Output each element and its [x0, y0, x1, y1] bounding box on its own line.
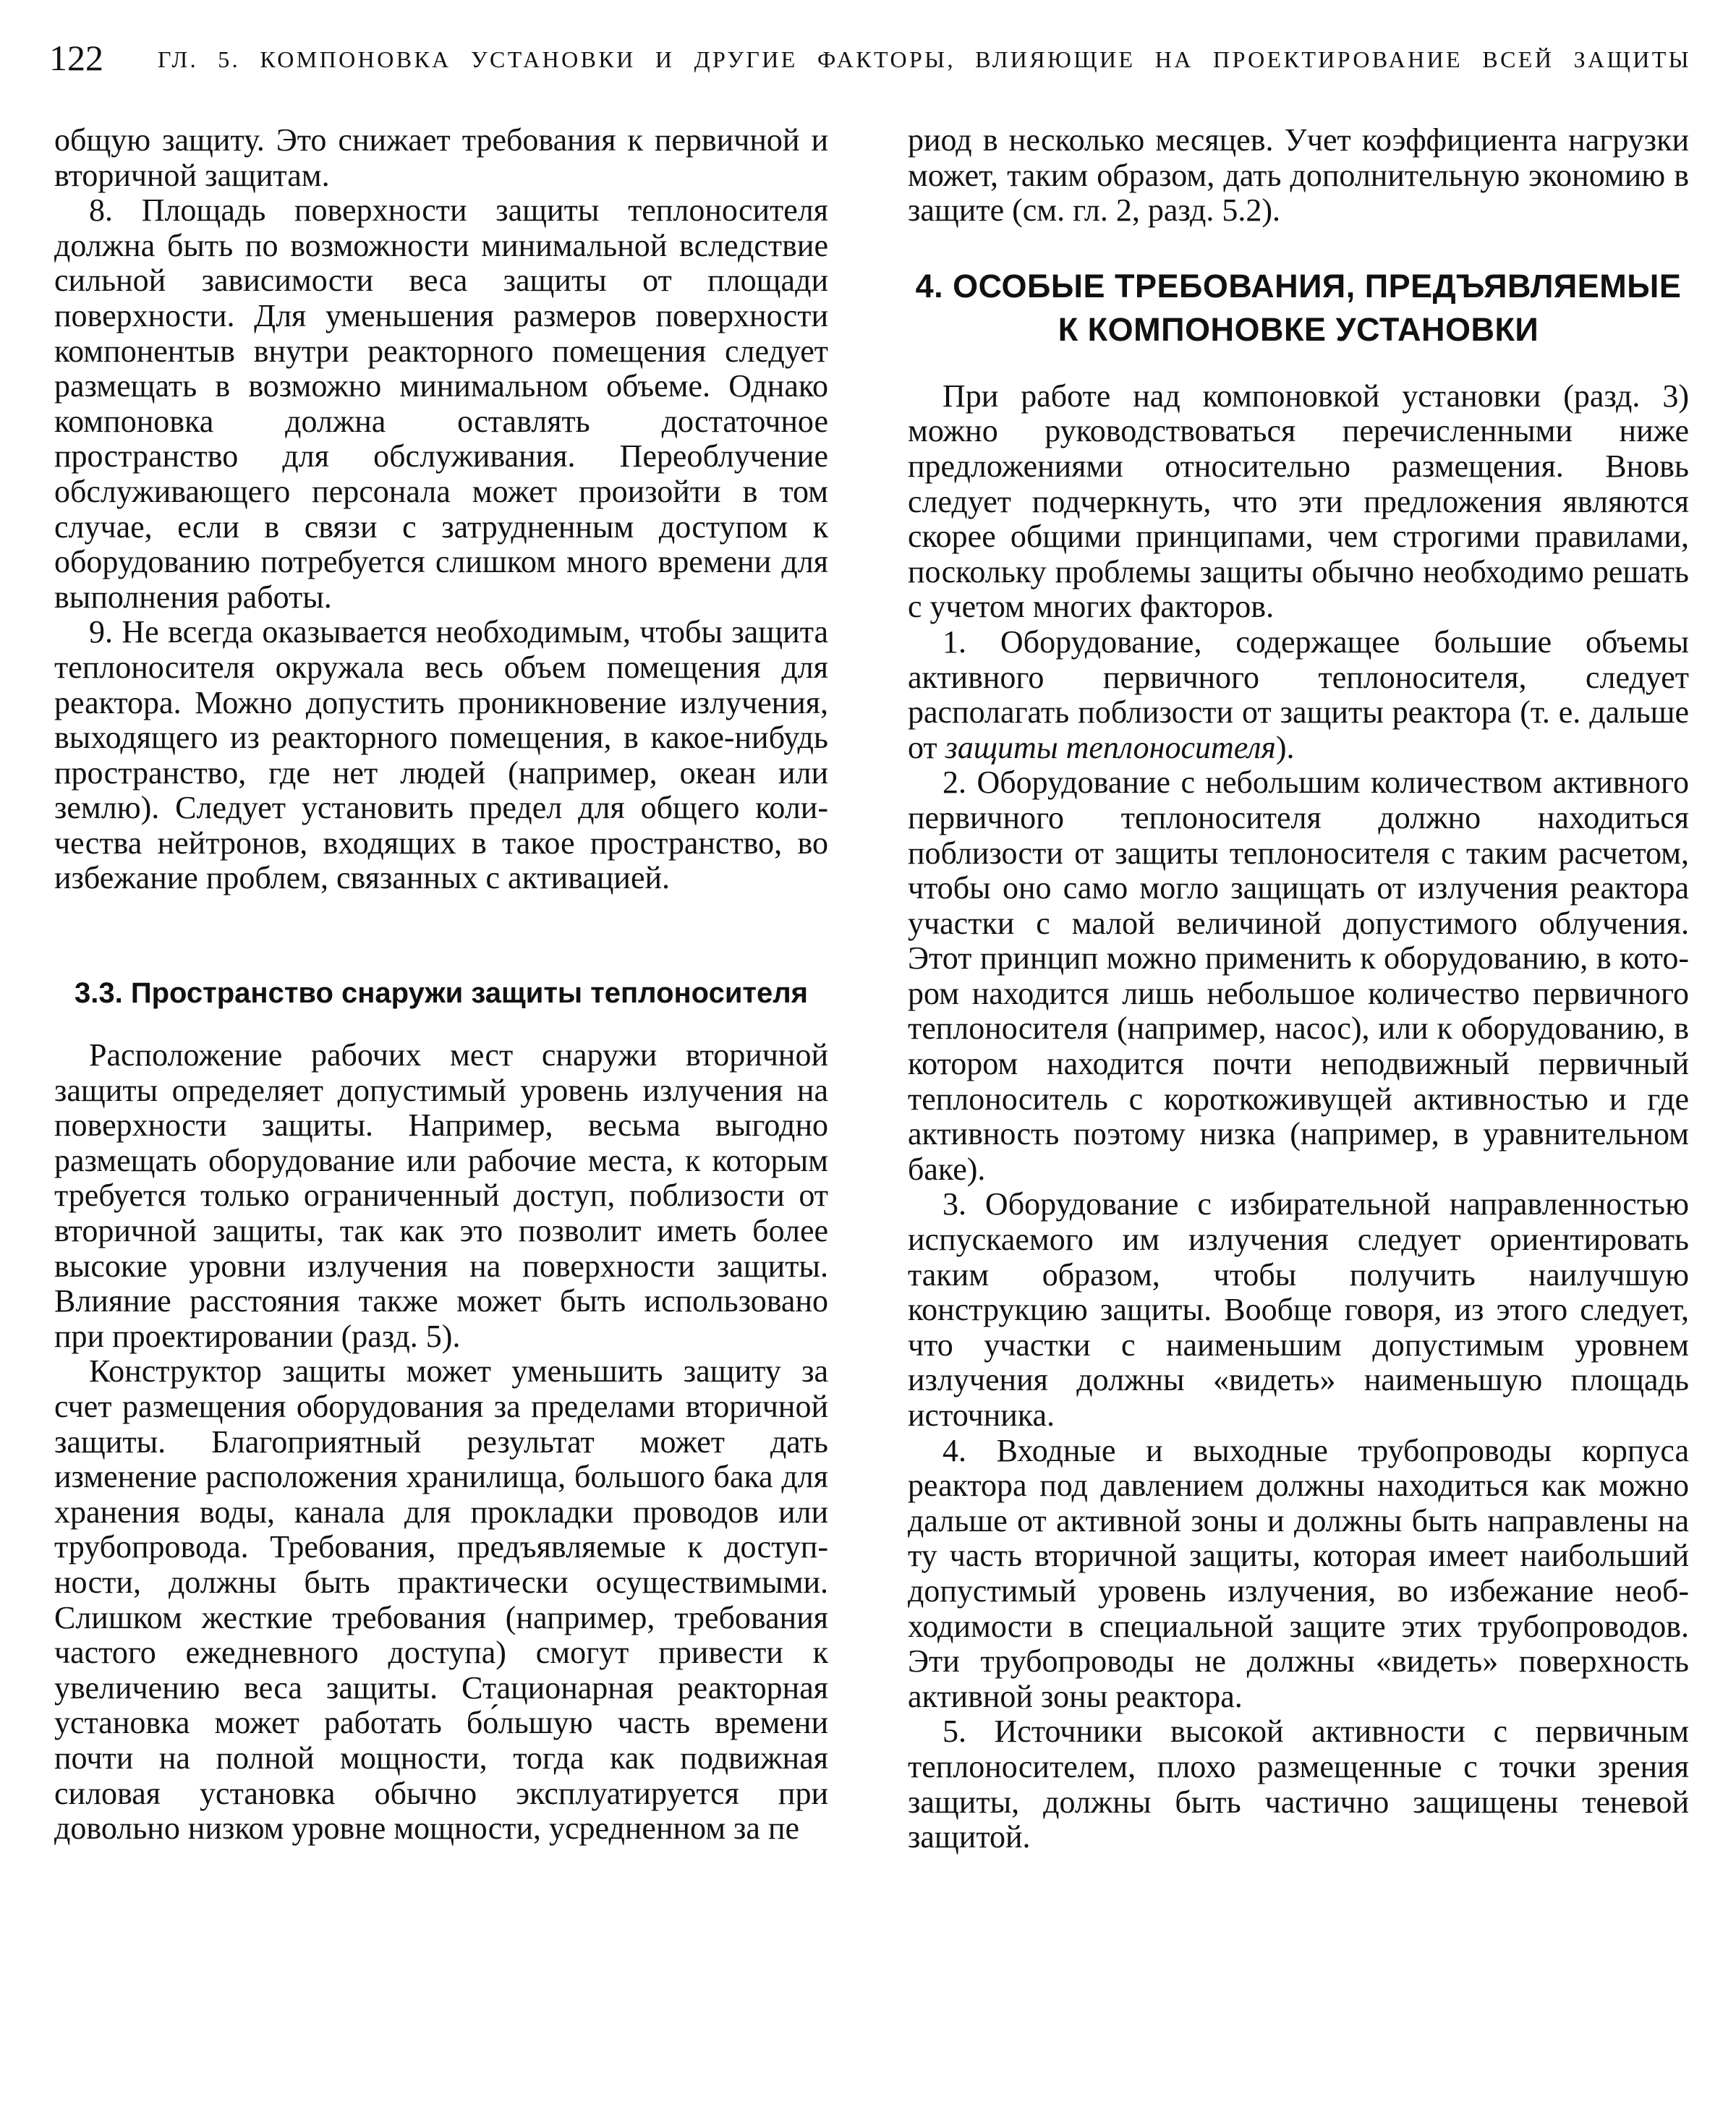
page-header: [49, 36, 1691, 80]
paragraph-section-3-3-2: Конструктор защиты может уменьшить защиту за счет размещения оборудования за пределами вторичной защиты. Благоприятный результат может дать изменение расположения хранилища, большого бака для хранения воды, канала для прокладки проводов или трубопровода. Требования, предъявляемые к доступности, должны быть практически осуществимыми. Слишком жесткие требования (например, требования частого ежедневного доступа) смогут привести к увеличению веса защиты. Стационарная реакторная установка может работать бо́льшую часть времени почти на полной мощности, тогда как подвижная силовая установка обычно эксплуатируется при довольно низком уровне мощности, усредненном за пе: [54, 1353, 828, 1847]
paragraph-continuation: общую защиту. Это снижает требования к первичной и вторичной защитам.: [54, 122, 828, 193]
page-number: 122: [49, 38, 103, 78]
paragraph-item-2: 2. Оборудование с небольшим количеством активного первичного теплоносителя должно находиться поблизости от защиты теплоносителя с таким расчетом, чтобы оно само могло защищать от излучения реактора участки с малой величиной допустимого облучения. Этот принцип можно применить к оборудованию, в котором находится лишь небольшое количество первичного теплоносителя (например, насос), или к оборудованию, в котором находится почти неподвижный первичный теплоноситель с короткоживущей активностью и где активность поэтому низка (например, в уравнительном баке).: [908, 765, 1689, 1187]
paragraph-item-4: 4. Входные и выходные трубопроводы корпуса реактора под давлением должны находиться как можно дальше от активной зоны и должны быть направлены на ту часть вторичной защиты, которая имеет наибольший допустимый уровень излучения, во избежание необходимости в специальной защите этих трубопроводов. Эти трубопроводы не должны «видеть» поверхность активной зоны реактора.: [908, 1432, 1689, 1714]
paragraph-item-8: 8. Площадь поверхности защиты теплоносителя должна быть по возможности минимальной вследствие сильной зависимости веса защиты от площади поверхности. Для уменьшения размеров поверхности компонентыв внутри реакторного помещения следует размещать в возможно минимальном объеме. Однако компоновка должна оставлять достаточное пространство для обслуживания. Переоблучение обслуживающего персонала может произойти в том случае, если в связи с затрудненным доступом к оборудованию потребуется слишком много времени для выполнения работы.: [54, 192, 828, 615]
item-1-italic-term: защиты теплоносителя: [945, 729, 1276, 765]
item-1-end: ).: [1275, 729, 1295, 765]
paragraph-item-5: 5. Источники высокой активности с первичным теплоносителем, плохо размещенные с точки зрения защиты, должны быть частично защищены теневой защитой.: [908, 1714, 1689, 1855]
paragraph-item-1: [908, 625, 1689, 765]
section-heading-3-3: 3.3. Пространство снаружи защиты теплоносителя: [74, 977, 808, 1010]
right-column: [908, 123, 1689, 1855]
paragraph-intro: При работе над компоновкой установки (разд. 3) можно руководствоваться перечисленными ниже предложениями относительно размещения. Вновь следует подчеркнуть, что эти предложения являются скорее общими принципами, чем строгими правилами, поскольку проблемы защиты обычно необходимо решать с учетом многих факторов.: [908, 378, 1689, 625]
paragraph-item-9: 9. Не всегда оказывается необходимым, чтобы защита теплоносителя окружала весь объем помещения для реактора. Можно допустить проникновение излучения, выходящего из реакторного помещения, в какое-нибудь пространство, где нет людей (например, океан или землю). Следует установить предел для общего количества нейтронов, входящих в такое пространство, во избежание проблем, связанных с активацией.: [54, 614, 828, 896]
section-heading-4-line-2: К КОМПОНОВКЕ УСТАНОВКИ: [1058, 310, 1539, 348]
left-column: [54, 123, 828, 1847]
paragraph-section-3-3-1: Расположение рабочих мест снаружи вторичной защиты определяет допустимый уровень излучения на поверхности защиты. Например, весьма выгодно размещать оборудование или рабочие места, к которым требуется только ограниченный доступ, поблизости от вторичной защиты, так как это позволит иметь более высокие уровни излучения на поверхности защиты. Влияние расстояния также может быть использовано при проектировании (разд. 5).: [54, 1037, 828, 1354]
running-head: ГЛ. 5. КОМПОНОВКА УСТАНОВКИ И ДРУГИЕ ФАКТОРЫ, ВЛИЯЮЩИЕ НА ПРОЕКТИРОВАНИЕ ВСЕЙ ЗАЩИТЫ: [158, 46, 1691, 72]
section-heading-4: [908, 265, 1689, 352]
paragraph-item-3: 3. Оборудование с избирательной направленностью испускаемого им излучения следует ориентировать таким образом, чтобы получить наилучшую конструкцию защиты. Вообще говоря, из этого следует, что участки с наименьшим допустимым уровнем излучения должны «видеть» наименьшую площадь источника.: [908, 1186, 1689, 1433]
paragraph-continuation: риод в несколько месяцев. Учет коэффициента нагрузки может, таким образом, дать дополнительную экономию в защите (см. гл. 2, разд. 5.2).: [908, 122, 1689, 229]
section-heading-4-line-1: 4. ОСОБЫЕ ТРЕБОВАНИЯ, ПРЕДЪЯВЛЯЕМЫЕ: [915, 267, 1682, 305]
item-1-text: 1. Оборудование, содержащее большие объемы активного первичного теплоносителя, следует располагать поблизости от защиты реактора (т. е. дальше от: [908, 623, 1689, 765]
